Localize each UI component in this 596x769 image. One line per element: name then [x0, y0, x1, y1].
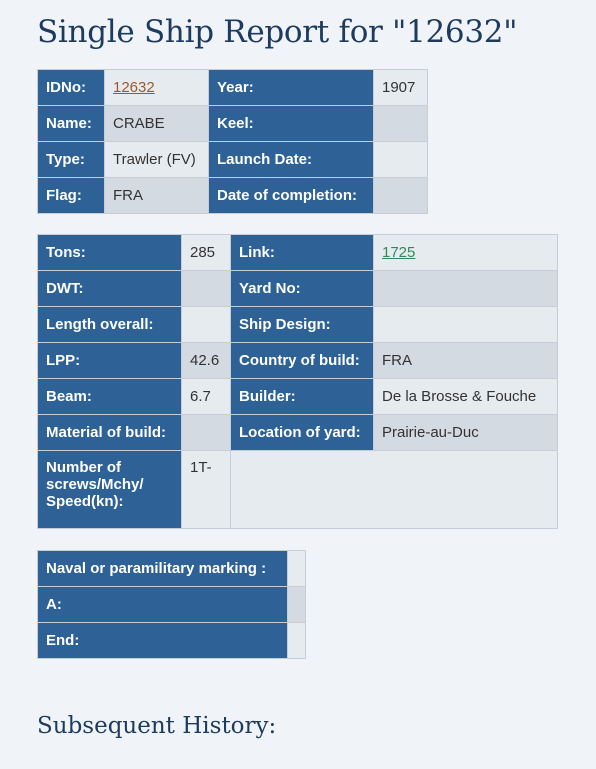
type-value: Trawler (FV)	[105, 142, 209, 178]
marking-end-label: End:	[38, 623, 288, 659]
page-title: Single Ship Report for "12632"	[37, 14, 518, 50]
screws-label-line1: Number of	[46, 459, 121, 476]
screws-label	[38, 451, 182, 529]
tons-label: Tons:	[38, 235, 182, 271]
country-of-build-label: Country of build:	[231, 343, 374, 379]
lpp-value: 42.6	[182, 343, 231, 379]
link-cell	[374, 235, 558, 271]
empty-cell	[231, 451, 558, 529]
keel-label: Keel:	[209, 106, 374, 142]
ship-design-label: Ship Design:	[231, 307, 374, 343]
screws-label-line2: screws/Mchy/	[46, 476, 144, 493]
type-label: Type:	[38, 142, 105, 178]
name-value: CRABE	[105, 106, 209, 142]
material-label: Material of build:	[38, 415, 182, 451]
flag-label: Flag:	[38, 178, 105, 214]
link-value[interactable]: 1725	[382, 244, 416, 261]
location-of-yard-label: Location of yard:	[231, 415, 374, 451]
screws-value: 1T-	[182, 451, 231, 529]
beam-label: Beam:	[38, 379, 182, 415]
location-of-yard-value: Prairie-au-Duc	[374, 415, 558, 451]
completion-date-label: Date of completion:	[209, 178, 374, 214]
beam-value: 6.7	[182, 379, 231, 415]
length-overall-value	[182, 307, 231, 343]
screws-label-line3: Speed(kn):	[46, 493, 124, 510]
marking-a-value	[288, 587, 306, 623]
yard-no-label: Yard No:	[231, 271, 374, 307]
dwt-value	[182, 271, 231, 307]
idno-link[interactable]: 12632	[113, 79, 155, 96]
marking-a-label: A:	[38, 587, 288, 623]
subsequent-history-heading: Subsequent History:	[37, 713, 277, 739]
launch-date-label: Launch Date:	[209, 142, 374, 178]
launch-date-value	[374, 142, 428, 178]
marking-end-value	[288, 623, 306, 659]
link-label: Link:	[231, 235, 374, 271]
dwt-label: DWT:	[38, 271, 182, 307]
tons-value: 285	[182, 235, 231, 271]
naval-marking-value	[288, 551, 306, 587]
material-value	[182, 415, 231, 451]
ship-dimensions-table	[37, 234, 558, 529]
idno-label: IDNo:	[38, 70, 105, 106]
lpp-label: LPP:	[38, 343, 182, 379]
year-value: 1907	[374, 70, 428, 106]
flag-value: FRA	[105, 178, 209, 214]
keel-value	[374, 106, 428, 142]
ship-design-value	[374, 307, 558, 343]
builder-value: De la Brosse & Fouche	[374, 379, 558, 415]
naval-marking-label: Naval or paramilitary marking :	[38, 551, 288, 587]
builder-label: Builder:	[231, 379, 374, 415]
length-overall-label: Length overall:	[38, 307, 182, 343]
completion-date-value	[374, 178, 428, 214]
name-label: Name:	[38, 106, 105, 142]
ship-identity-table	[37, 69, 428, 214]
country-of-build-value: FRA	[374, 343, 558, 379]
yard-no-value	[374, 271, 558, 307]
naval-marking-table	[37, 550, 306, 659]
idno-cell	[105, 70, 209, 106]
year-label: Year:	[209, 70, 374, 106]
